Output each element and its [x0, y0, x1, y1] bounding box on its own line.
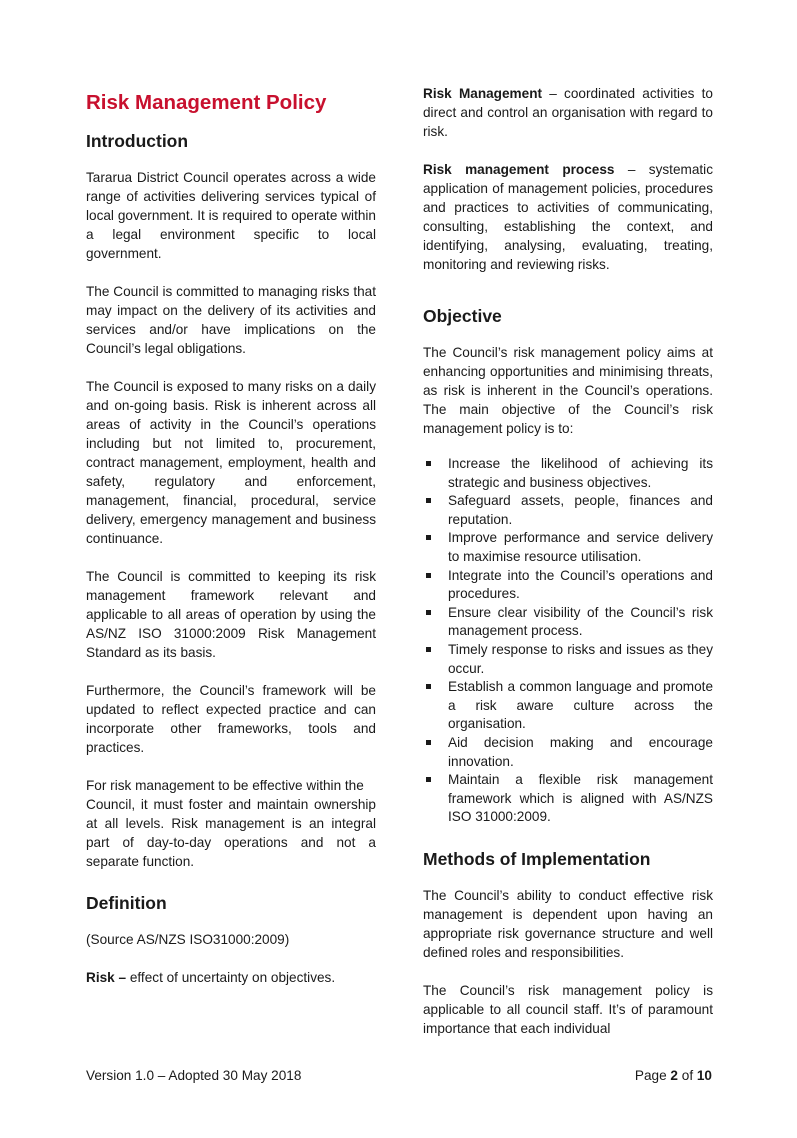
page-current: 2	[670, 1068, 678, 1083]
list-item: Improve performance and service delivery to maximise resource utilisation.	[423, 529, 713, 566]
risk-management-process-definition-text: – systematic application of management policies, procedures and practices to activities of communicating, consulting, establishing the context, and identifying, analysing, evaluating, treating, monitoring and reviewing risks.	[423, 162, 713, 272]
intro-paragraph-4: The Council is committed to keeping its risk management framework relevant and applicable to all areas of operation by using the AS/NZ ISO 31000:2009 Risk Management Standard as its basis.	[86, 569, 376, 660]
risk-management-process-term: Risk management process	[423, 162, 615, 177]
objective-list	[423, 455, 713, 827]
risk-management-definition	[423, 84, 713, 141]
intro-paragraph-3: The Council is exposed to many risks on a daily and on-going basis. Risk is inherent across all areas of activity in the Council’s operations including but not limited to, procurement, contract management, employment, health and safety, regulatory and enforcement, management, financial, procedural, service delivery, emergency management and business continuance.	[86, 379, 376, 546]
list-item: Maintain a flexible risk management framework which is aligned with AS/NZS ISO 31000:2009.	[423, 771, 713, 827]
list-item: Ensure clear visibility of the Council’s risk management process.	[423, 604, 713, 641]
risk-management-definition-text: – coordinated activities to direct and control an organisation with regard to risk.	[423, 86, 713, 139]
page-total: 10	[696, 1068, 712, 1083]
list-item: Integrate into the Council’s operations and procedures.	[423, 567, 713, 604]
introduction-heading: Introduction	[86, 131, 189, 151]
methods-paragraph-1: The Council’s ability to conduct effective risk management is dependent upon having an appropriate risk governance structure and well defined roles and responsibilities.	[423, 887, 713, 960]
intro-paragraph-2: The Council is committed to managing risks that may impact on the delivery of its activities and services and/or have implications on the Council’s legal obligations.	[86, 284, 376, 356]
right-column	[423, 84, 713, 1038]
list-item: Increase the likelihood of achieving its strategic and business objectives.	[423, 455, 713, 492]
risk-definition-text: effect of uncertainty on objectives.	[126, 970, 336, 985]
intro-paragraph-5: Furthermore, the Council’s framework will be updated to reflect expected practice and can incorporate other frameworks, tools and practices.	[86, 683, 376, 755]
definition-source: (Source AS/NZS ISO31000:2009)	[86, 932, 290, 947]
effective-line-1: For risk management to be effective within the	[86, 778, 364, 793]
list-item: Safeguard assets, people, finances and reputation.	[423, 492, 713, 529]
list-item: Timely response to risks and issues as they occur.	[423, 641, 713, 678]
footer-version: Version 1.0 – Adopted 30 May 2018	[86, 1068, 302, 1083]
methods-heading: Methods of Implementation	[423, 848, 651, 869]
effective-paragraph: Council, it must foster and maintain ownership at all levels. Risk management is an integral part of day-to-day operations and not a separate function.	[86, 797, 376, 869]
definition-heading: Definition	[86, 893, 167, 913]
left-column	[86, 84, 376, 987]
list-item: Establish a common language and promote a risk aware culture across the organisation.	[423, 678, 713, 734]
risk-management-term: Risk Management	[423, 86, 543, 101]
risk-management-process-definition	[423, 160, 713, 274]
objective-heading: Objective	[423, 306, 502, 326]
risk-definition	[86, 968, 376, 987]
risk-term: Risk –	[86, 970, 127, 985]
methods-paragraph-2: The Council’s risk management policy is applicable to all council staff. It’s of paramount importance that each individual	[423, 982, 713, 1036]
footer-page-number	[635, 1067, 712, 1085]
document-title: Risk Management Policy	[86, 91, 327, 114]
page-word: Page	[634, 1068, 671, 1083]
page-of: of	[677, 1068, 697, 1083]
intro-paragraph-1: Tararua District Council operates across a wide range of activities delivering services typical of local government. It is required to operate within a legal environment specific to local government.	[86, 170, 376, 261]
objective-paragraph: The Council’s risk management policy aims at enhancing opportunities and minimising threats, as risk is inherent in the Council’s operations. The main objective of the Council’s risk management policy is to:	[423, 345, 713, 436]
list-item: Aid decision making and encourage innovation.	[423, 734, 713, 771]
